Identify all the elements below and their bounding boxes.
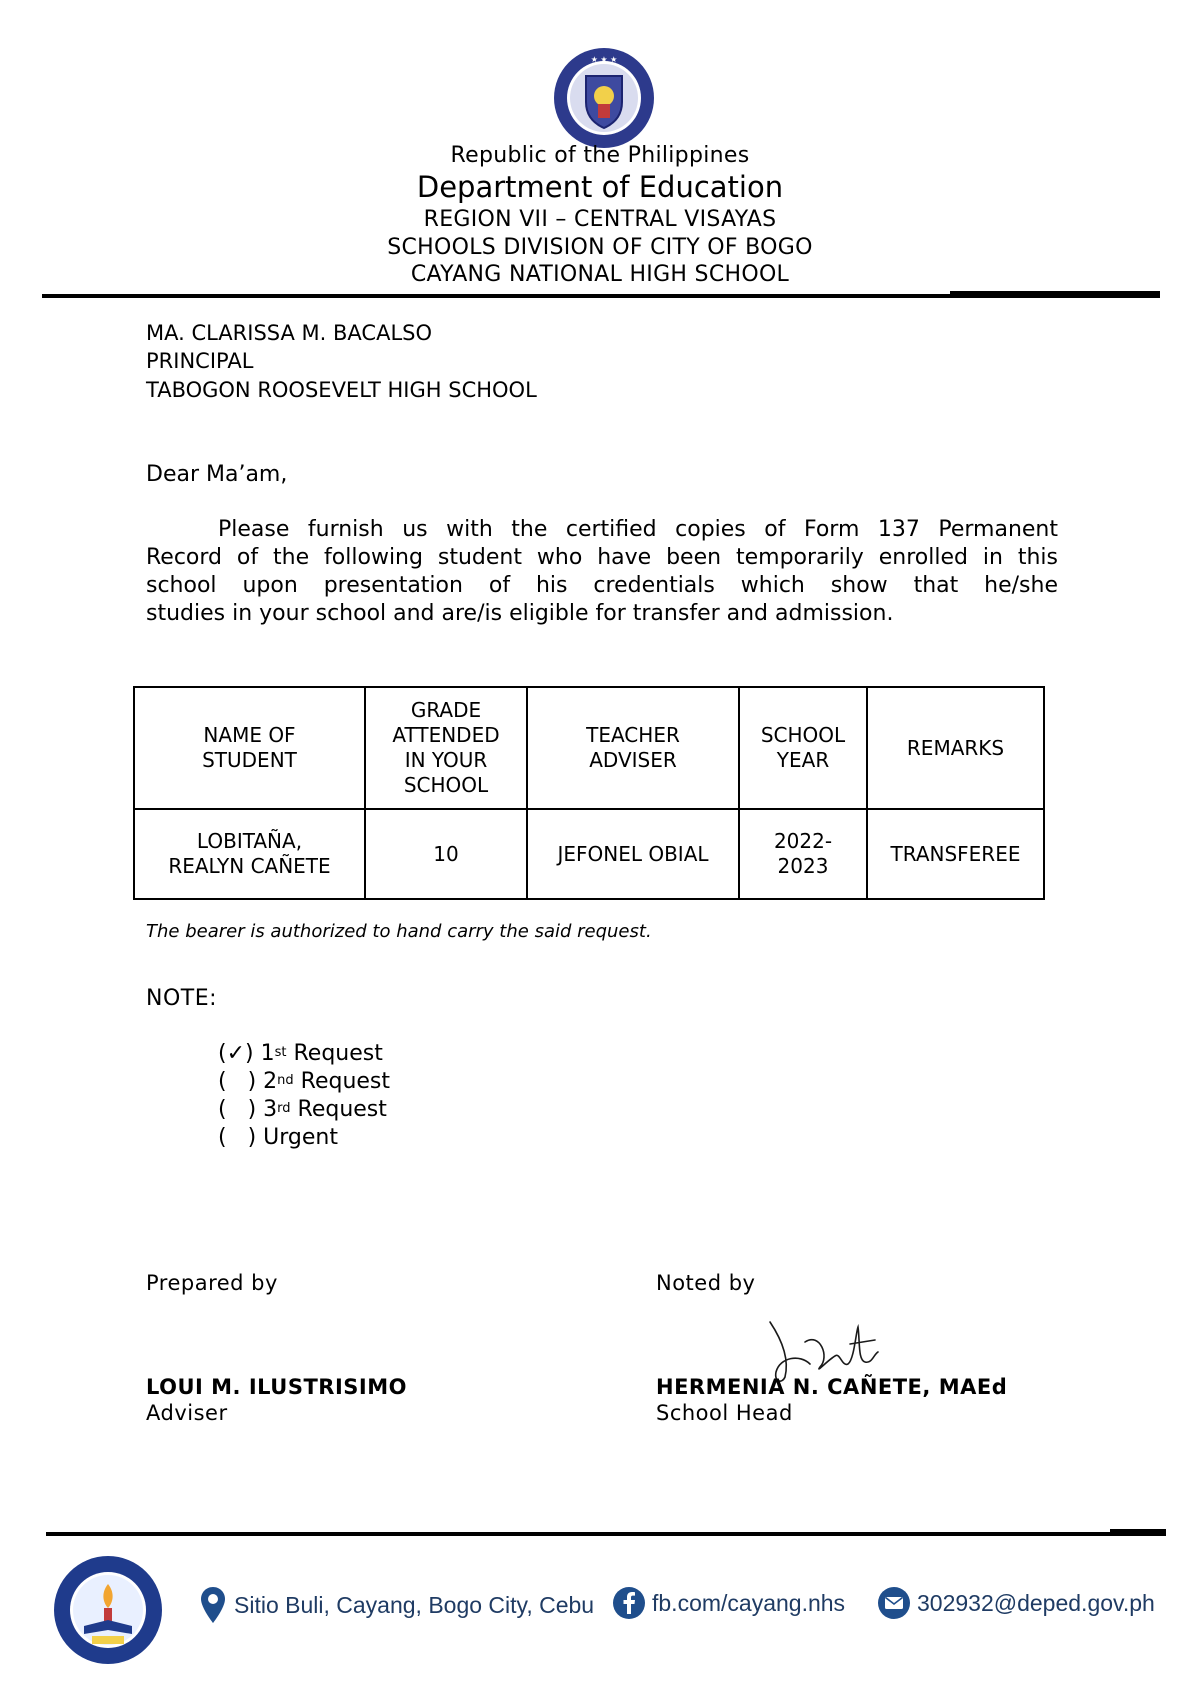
footer-email[interactable] [877,1586,1155,1620]
note-item-urgent: ( ) Urgent [218,1125,338,1150]
prepared-by-name: LOUI M. ILUSTRISIMO [146,1375,407,1399]
recipient-position: PRINCIPAL [146,349,254,373]
header-region: REGION VII – CENTRAL VISAYAS [423,207,777,232]
note-label: NOTE: [146,986,218,1011]
body-line-4: studies in your school and are/is eligible for transfer and admission. [146,601,894,626]
cell-teacher-adviser: JEFONEL OBIAL [527,809,739,899]
body-line-3: school upon presentation of his credentials which show that he/she [146,573,1058,598]
noted-by-title: School Head [656,1401,793,1425]
records-table [133,686,1045,900]
header-remarks: REMARKS [867,687,1044,809]
note-item-1st-request: (✓) 1st Request [218,1041,383,1066]
body-line-2: Record of the following student who have been temporarily enrolled in this [146,545,1058,570]
email-icon [877,1586,911,1620]
header-name-of-student: NAME OF STUDENT [134,687,365,809]
facebook-icon [612,1586,646,1620]
checkbox-empty-icon: ( ) [218,1097,257,1122]
footer-facebook-text[interactable]: fb.com/cayang.nhs [652,1589,846,1616]
footer-email-text[interactable]: 302932@deped.gov.ph [917,1589,1155,1616]
header-division: SCHOOLS DIVISION OF CITY OF BOGO [387,235,813,260]
cell-grade: 10 [365,809,527,899]
noted-by-label: Noted by [656,1271,756,1295]
svg-text:★ ★ ★: ★ ★ ★ [590,55,618,64]
header-department: Department of Education [416,170,784,204]
footer-address [200,1586,594,1624]
deped-seal-logo [552,46,656,150]
header-divider-accent [950,291,1160,295]
checkbox-empty-icon: ( ) [218,1069,257,1094]
header-republic: Republic of the Philippines [450,143,750,168]
table-header-row [134,687,1044,809]
cayang-school-logo [52,1554,164,1666]
body-line-1: Please furnish us with the certified copies of Form 137 Permanent [218,517,1058,542]
note-item-2nd-request: ( ) 2nd Request [218,1069,391,1094]
checkbox-checked-icon: (✓) [218,1041,254,1066]
cell-remarks: TRANSFEREE [867,809,1044,899]
footer-divider-accent [1110,1529,1166,1533]
table-row [134,809,1044,899]
recipient-name: MA. CLARISSA M. BACALSO [146,321,433,345]
cell-school-year: 2022- 2023 [739,809,867,899]
bearer-note: The bearer is authorized to hand carry the said request. [146,921,652,942]
header-school-year: SCHOOL YEAR [739,687,867,809]
cell-student-name: LOBITAÑA, REALYN CAÑETE [134,809,365,899]
header-school: CAYANG NATIONAL HIGH SCHOOL [410,262,790,287]
prepared-by-title: Adviser [146,1401,228,1425]
salutation: Dear Ma’am, [146,462,288,487]
note-item-3rd-request: ( ) 3rd Request [218,1097,387,1122]
footer-facebook[interactable] [612,1586,845,1620]
map-pin-icon [200,1586,226,1624]
checkbox-empty-icon: ( ) [218,1125,257,1150]
header-grade-attended: GRADE ATTENDED IN YOUR SCHOOL [365,687,527,809]
footer-divider [46,1532,1166,1536]
prepared-by-label: Prepared by [146,1271,278,1295]
noted-by-name: HERMENIA N. CAÑETE, MAEd [656,1375,1008,1399]
header-teacher-adviser: TEACHER ADVISER [527,687,739,809]
recipient-school: TABOGON ROOSEVELT HIGH SCHOOL [146,378,537,402]
footer-address-text: Sitio Buli, Cayang, Bogo City, Cebu [234,1591,595,1618]
